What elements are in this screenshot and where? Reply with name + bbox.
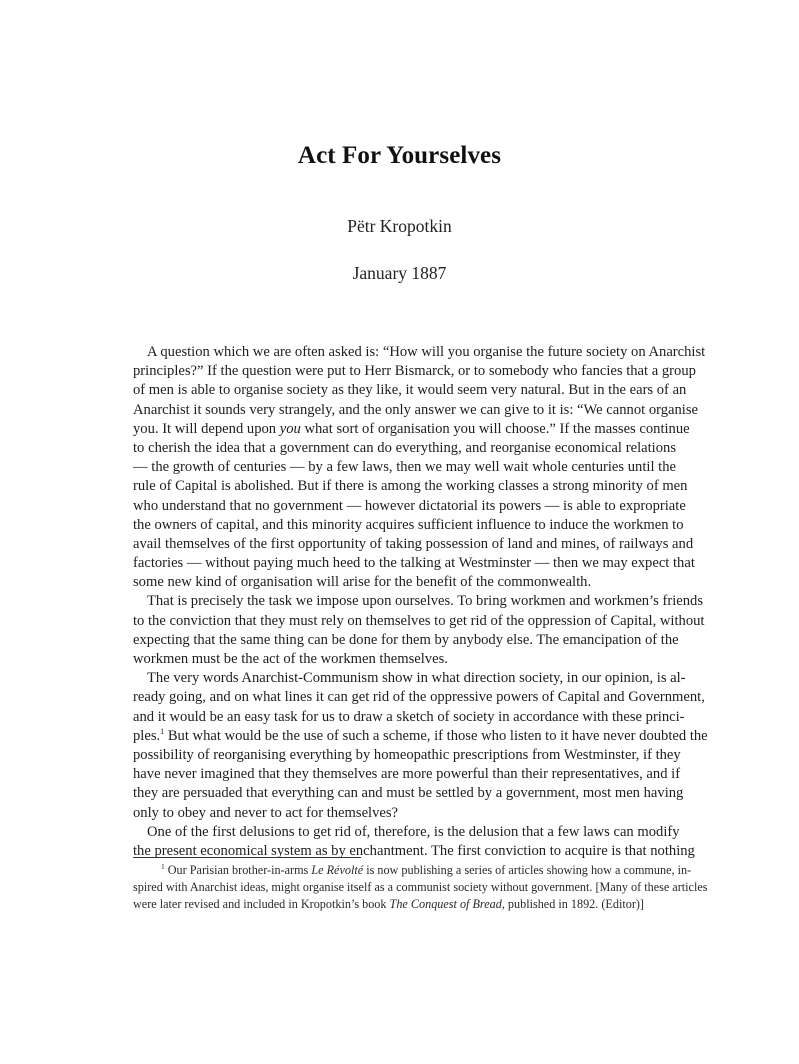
text-line: avail themselves of the first opportunity of taking possession of land and mines, of railways and bbox=[133, 535, 694, 552]
text-line: ready going, and on what lines it can get rid of the oppressive powers of Capital and Government, bbox=[133, 689, 705, 706]
text-line: — the growth of centuries — by a few laws, then we may well wait whole centuries until the bbox=[133, 459, 676, 476]
paragraph-3 bbox=[133, 669, 708, 823]
text-segment: But what would be the use of such a scheme, if those who listen to it have never doubted the bbox=[164, 727, 708, 744]
text-line: factories — without paying much heed to the talking at Westminster — then we may expect that bbox=[133, 555, 695, 572]
text-line: rule of Capital is abolished. But if there is among the working classes a strong minority of men bbox=[133, 478, 688, 495]
body-text bbox=[133, 343, 708, 861]
text-segment: were later revised and included in Kropotkin’s book bbox=[133, 897, 390, 911]
text-line: the present economical system as by enchantment. The first conviction to acquire is that nothing bbox=[133, 842, 695, 859]
document-author: Pëtr Kropotkin bbox=[347, 216, 452, 236]
text-line: they are persuaded that everything can and must be settled by a government, most men having bbox=[133, 785, 684, 802]
text-line: workmen must be the act of the workmen themselves. bbox=[133, 651, 448, 667]
text-segment: is now publishing a series of articles showing how a commune, in- bbox=[363, 863, 692, 877]
text-line: possibility of reorganising everything by homeopathic prescriptions from Westminster, if they bbox=[133, 746, 681, 763]
footnote-line bbox=[133, 861, 692, 879]
text-line: One of the first delusions to get rid of, therefore, is the delusion that a few laws can modify bbox=[147, 823, 680, 840]
footnote-line: spired with Anarchist ideas, might organise itself as a communist society without government. [Many of these articles bbox=[133, 880, 708, 894]
text-line: A question which we are often asked is: “How will you organise the future society on Anarchist bbox=[147, 344, 706, 360]
text-line: who understand that no government — however dictatorial its powers — is able to expropriate bbox=[133, 497, 686, 514]
text-line: The very words Anarchist-Communism show in what direction society, in our opinion, is al- bbox=[147, 670, 686, 687]
text-segment: , published in 1892. (Editor)] bbox=[501, 897, 644, 911]
text-line bbox=[133, 726, 708, 746]
footnote bbox=[133, 861, 708, 913]
text-segment: you. It will depend upon bbox=[133, 420, 280, 437]
text-line: to cherish the idea that a government can do everything, and reorganise economical relations bbox=[133, 439, 676, 456]
text-line: the owners of capital, and this minority acquires sufficient influence to induce the workmen to bbox=[133, 516, 684, 533]
text-line: expecting that the same thing can be done for them by anybody else. The emancipation of the bbox=[133, 631, 679, 648]
emphasis: Le Révolté bbox=[311, 863, 364, 877]
text-line: only to obey and never to act for themselves? bbox=[133, 804, 399, 821]
footnote-reference[interactable]: 1 bbox=[160, 726, 165, 736]
emphasis: The Conquest of Bread bbox=[389, 897, 502, 911]
text-line: Anarchist it sounds very strangely, and the only answer we can give to it is: “We cannot organise bbox=[133, 401, 698, 418]
footnote-divider bbox=[133, 857, 361, 858]
paragraph-1 bbox=[133, 343, 706, 592]
text-line: That is precisely the task we impose upon ourselves. To bring workmen and workmen’s friends bbox=[147, 593, 703, 610]
text-line: and it would be an easy task for us to draw a sketch of society in accordance with these princi- bbox=[133, 708, 685, 725]
document-title: Act For Yourselves bbox=[297, 142, 502, 169]
text-line bbox=[133, 420, 690, 439]
footnote-line bbox=[133, 896, 676, 913]
text-line: some new kind of organisation will arise for the benefit of the commonwealth. bbox=[133, 574, 592, 591]
emphasis: you bbox=[279, 420, 301, 437]
text-segment: ples. bbox=[133, 727, 161, 744]
document-date: January 1887 bbox=[352, 263, 447, 283]
footnote-number: 1 bbox=[161, 861, 165, 871]
text-line: of men is able to organise society as they like, it would seem very natural. But in the ears of an bbox=[133, 382, 687, 399]
text-segment: Our Parisian brother-in-arms bbox=[167, 863, 312, 877]
text-segment: what sort of organisation you will choose.” If the masses continue bbox=[300, 420, 690, 437]
text-line: have never imagined that they themselves are more powerful than their representatives, and if bbox=[133, 766, 681, 783]
paragraph-4 bbox=[133, 823, 695, 861]
text-line: to the conviction that they must rely on themselves to get rid of the oppression of Capital, without bbox=[133, 612, 705, 629]
paragraph-2 bbox=[133, 592, 705, 669]
text-line: principles?” If the question were put to Herr Bismarck, or to somebody who fancies that a group bbox=[133, 363, 696, 380]
